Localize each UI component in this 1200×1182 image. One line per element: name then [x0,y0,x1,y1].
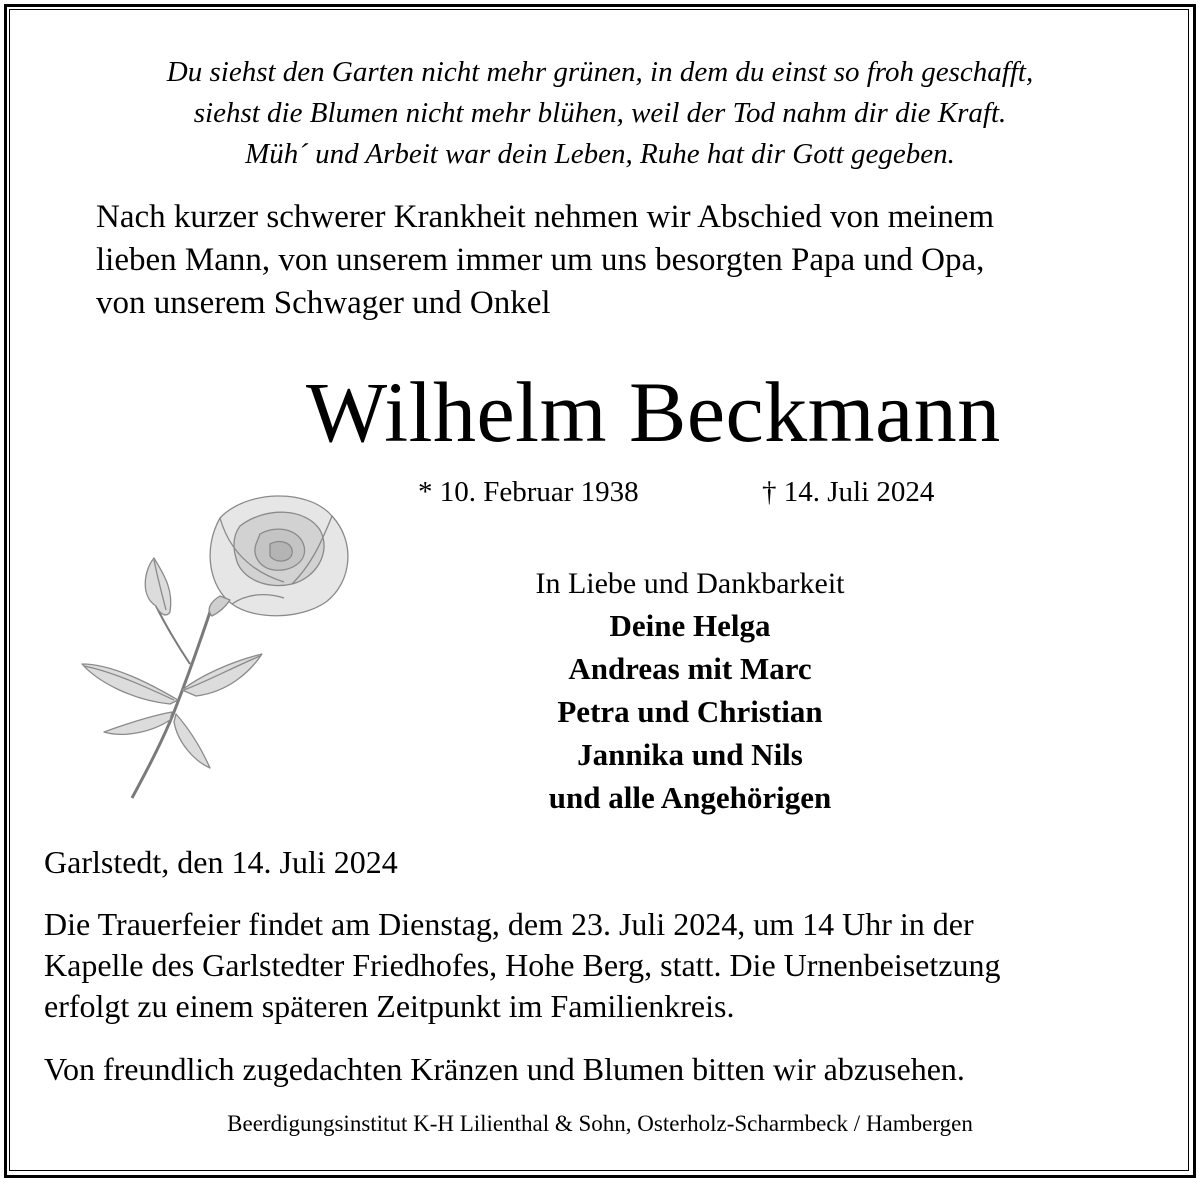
poem-line: Müh´ und Arbeit war dein Leben, Ruhe hat dir Gott gegeben. [245,138,955,170]
intro-line: lieben Mann, von unserem immer um uns besorgten Papa und Opa, [96,242,985,278]
mourner-name: Jannika und Nils [577,737,803,772]
poem-line: Du siehst den Garten nicht mehr grünen, in dem du einst so froh geschafft, [166,56,1034,88]
mourner-name: Petra und Christian [557,694,823,729]
poem-line: siehst die Blumen nicht mehr blühen, weil der Tod nahm dir die Kraft. [193,97,1007,129]
mourner-name: Deine Helga [609,608,771,643]
rose-icon [70,486,370,802]
mourner-name: Andreas mit Marc [568,651,812,686]
place-date: Garlstedt, den 14. Juli 2024 [44,844,398,880]
flowers-note: Von freundlich zugedachten Kränzen und Blumen bitten wir abzusehen. [44,1051,965,1087]
funeral-line: Kapelle des Garlstedter Friedhofes, Hohe Berg, statt. Die Urnenbeisetzung [44,947,1001,983]
birth-date: * 10. Februar 1938 [418,476,639,508]
intro-line: von unserem Schwager und Onkel [96,285,551,321]
death-date: † 14. Juli 2024 [762,476,935,508]
funeral-notice [44,904,1164,1027]
mourners-block [490,564,890,819]
funeral-line: erfolgt zu einem späteren Zeitpunkt im Familienkreis. [44,988,735,1024]
intro-text [96,196,1156,325]
funeral-line: Die Trauerfeier findet am Dienstag, dem 23. Juli 2024, um 14 Uhr in der [44,906,974,942]
undertaker-credit: Beerdigungsinstitut K-H Lilienthal & Sohn, Osterholz-Scharmbeck / Hambergen [227,1111,973,1136]
intro-line: Nach kurzer schwerer Krankheit nehmen wir Abschied von meinem [96,199,995,235]
mourner-name: und alle Angehörigen [548,780,832,815]
poem [40,52,1160,175]
deceased-name: Wilhelm Beckmann [306,364,1001,460]
mourners-lead: In Liebe und Dankbarkeit [535,567,845,600]
